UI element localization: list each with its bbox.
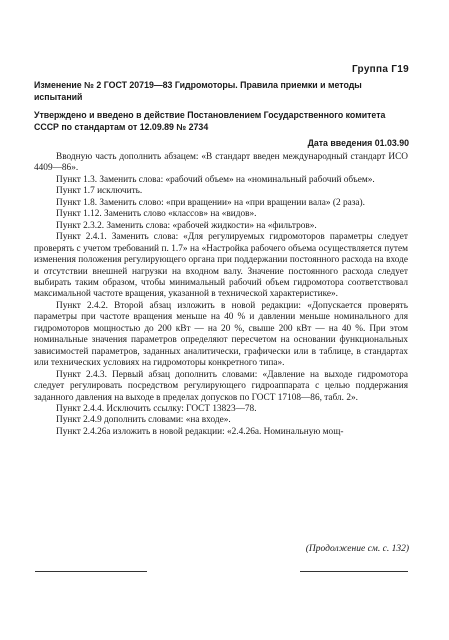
paragraph-2-4-26a: Пункт 2.4.26а изложить в новой редакции: «2.4.26а. Номинальную мощ- <box>56 426 344 437</box>
approval-statement: Утверждено и введено в действие Постановлением Государственного комитета СССР по стандартам от 12.09.89 № 2734 <box>34 110 386 132</box>
paragraph-2-4-2: Пункт 2.4.2. Второй абзац изложить в новой редакции: «Допускается проверять параметры при частоте вращения меньше на 40 % и давлении меньше номинального для гидромоторов мощностью до 200 кВт — на 20 %, свыше 200 кВт — на 40 %. При этом номинальные значения параметров определяют пересчетом на основании функциональных зависимостей параметров, заданных аналитически, графически или в таблице, в стандартах или технических условиях на гидромоторы конкретного типа». <box>34 300 408 369</box>
continuation-note: (Продолжение см. с. 132) <box>305 544 409 554</box>
paragraph-1-8: Пункт 1.8. Заменить слово: «при вращении» на «при вращении вала» (2 раза). <box>56 197 365 208</box>
paragraph-1-7: Пункт 1.7 исключить. <box>56 186 143 197</box>
paragraph-2-4-3: Пункт 2.4.3. Первый абзац дополнить словами: «Давление на выходе гидромотора следует регулировать посредством регулирующего гидроаппарата с целью поддержания заданного давления на выходе в пределах допусков по ГОСТ 17108—86, табл. 2». <box>34 369 408 403</box>
effective-date: Дата введения 01.03.90 <box>307 138 409 148</box>
paragraph-1-12: Пункт 1.12. Заменить слово «классов» на «видов». <box>56 209 257 220</box>
footer-rule-right <box>300 571 408 572</box>
paragraph-2-4-9: Пункт 2.4.9 дополнить словами: «на входе». <box>56 415 231 426</box>
amendment-body <box>34 152 408 438</box>
paragraph-2-3-2: Пункт 2.3.2. Заменить слова: «рабочей жидкости» на «фильтров». <box>56 220 317 231</box>
group-code: Группа Г19 <box>351 64 409 75</box>
paragraph-intro: Вводную часть дополнить абзацем: «В стандарт введен международный стандарт ИСО 4409—86». <box>34 152 408 174</box>
paragraph-2-4-4: Пункт 2.4.4. Исключить ссылку: ГОСТ 13823—78. <box>56 403 257 414</box>
paragraph-1-3: Пункт 1.3. Заменить слова: «рабочий объем» на «номинальный рабочий объем». <box>56 174 375 185</box>
footer-rule-left <box>35 571 147 572</box>
paragraph-2-4-1: Пункт 2.4.1. Заменить слова: «Для регулируемых гидромоторов параметры следует проверять с учетом требований п. 1.7» на «Настройка рабочего объема осуществляется путем изменения положения регулирующего органа при поддержании постоянного расхода на входе и отсутствии внешней нагрузки на входном валу. Значение постоянного расхода следует выбирать таким образом, чтобы минимальный рабочий объем гидромотора соответствовал максимальной частоте вращения, указанной в технической характеристике». <box>34 232 408 300</box>
amendment-title: Изменение № 2 ГОСТ 20719—83 Гидромоторы. Правила приемки и методы испытаний <box>34 80 362 102</box>
